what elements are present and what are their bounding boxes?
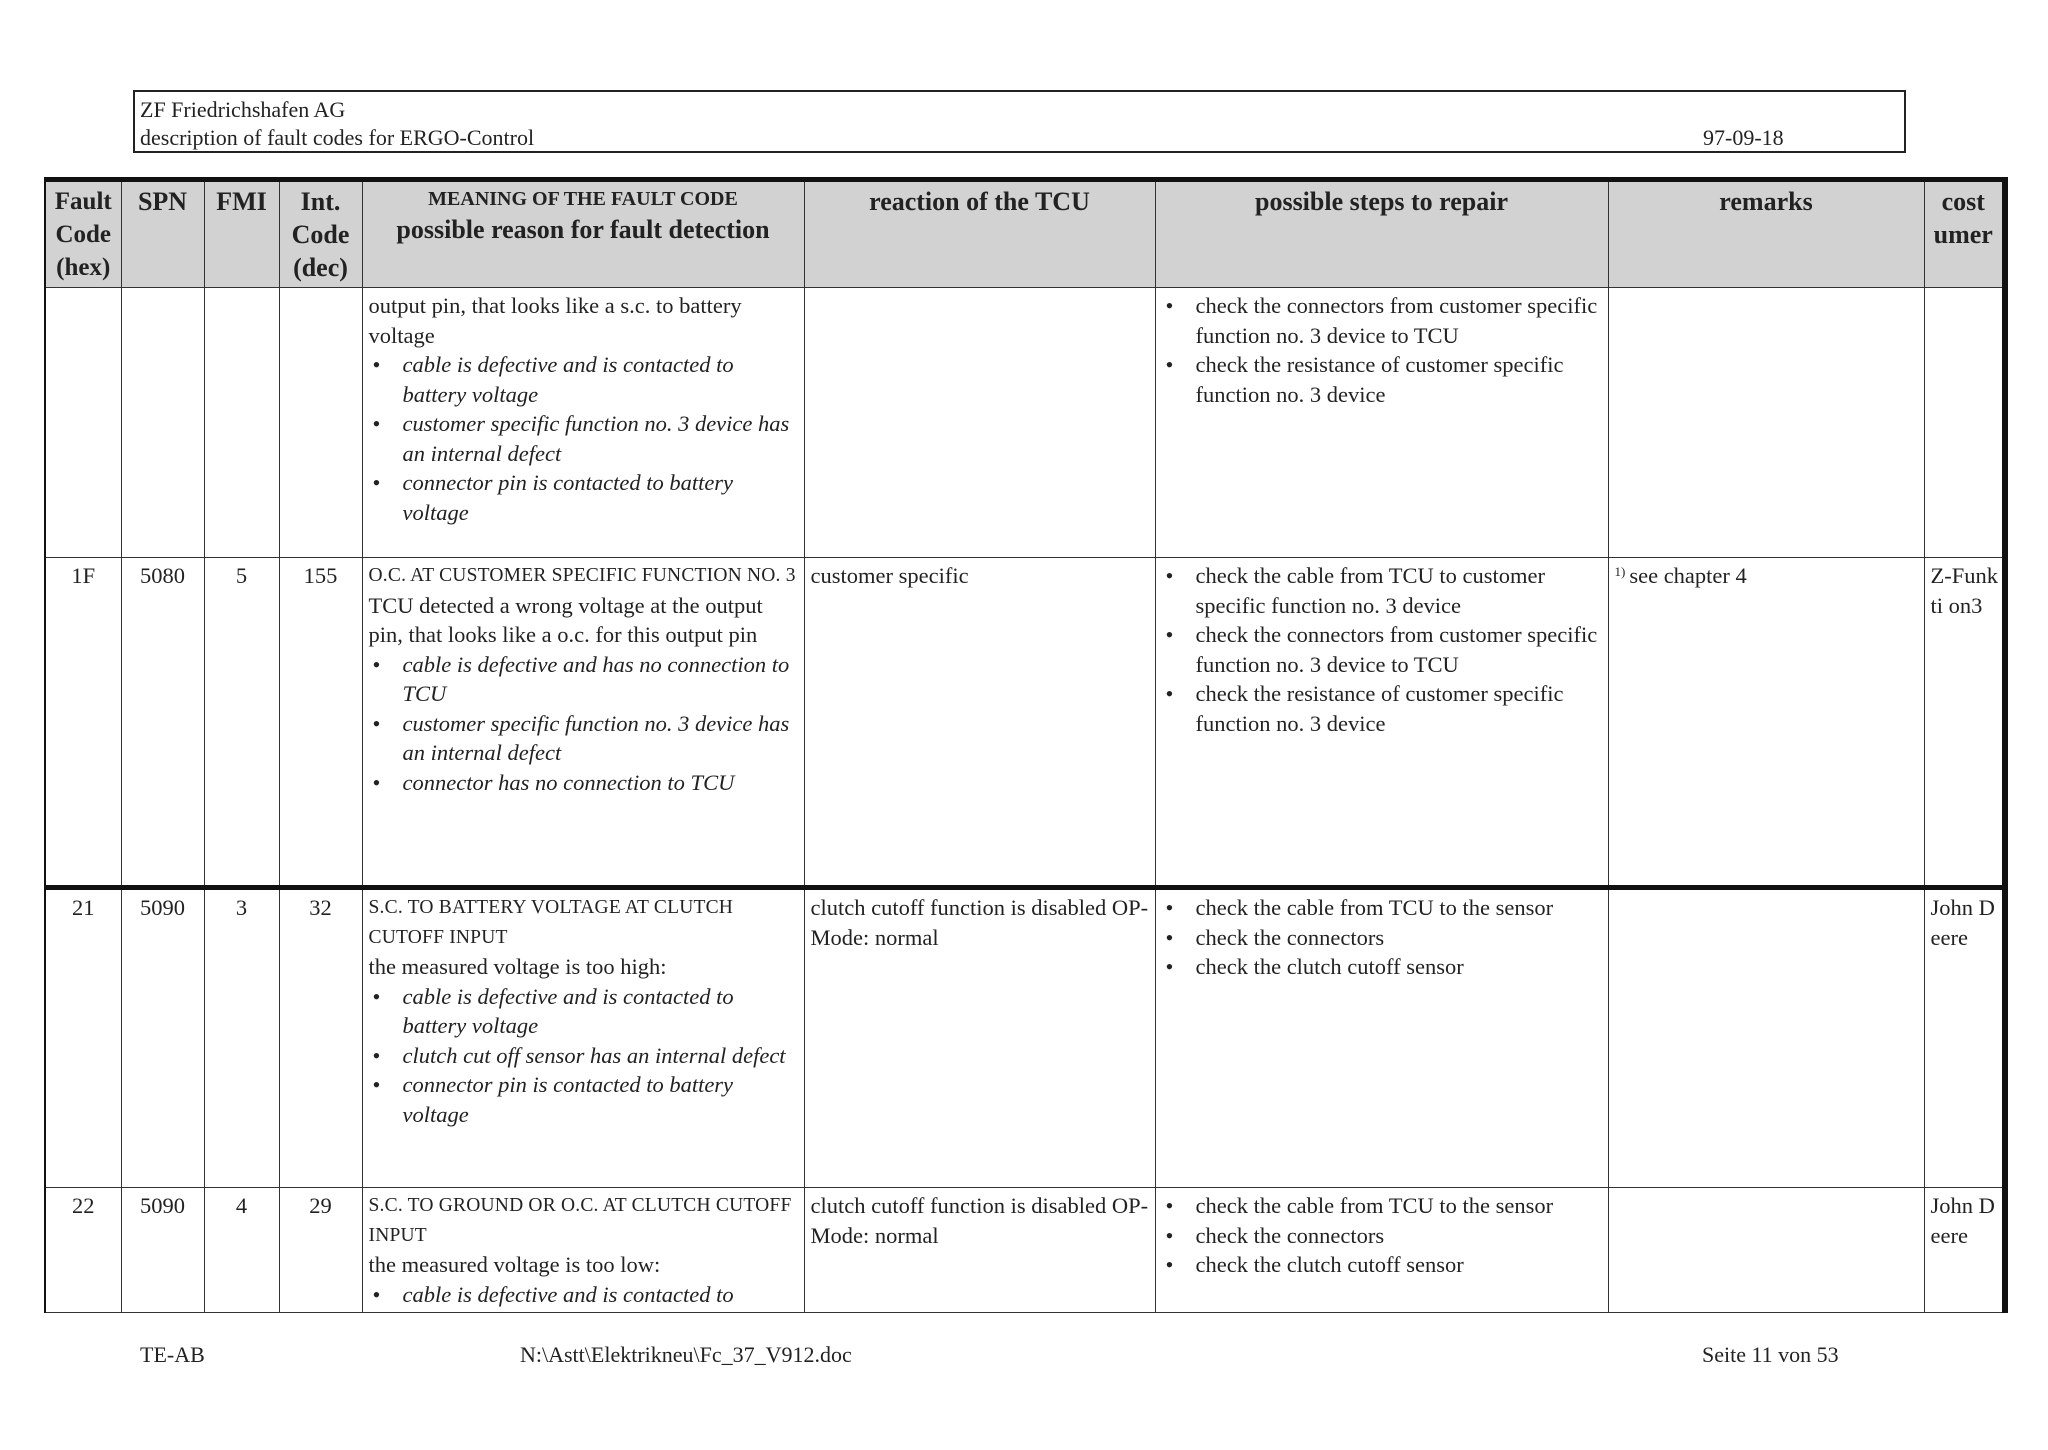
int-code-cell	[279, 288, 362, 558]
remarks-cell	[1608, 558, 1924, 888]
fault-code-cell: 1F	[45, 558, 121, 888]
customer-cell	[1924, 288, 2005, 558]
repair-step-item: • check the cable from TCU to customer specific function no. 3 device	[1196, 561, 1602, 620]
repair-steps-cell	[1155, 888, 1608, 1188]
int-code-cell: 29	[279, 1188, 362, 1313]
reason-list	[369, 982, 798, 1130]
repair-steps-cell	[1155, 288, 1608, 558]
repair-step-item: • check the resistance of customer specific function no. 3 device	[1196, 350, 1602, 409]
col-reaction: reaction of the TCU	[804, 180, 1155, 288]
meaning-cell	[362, 288, 804, 558]
col-remarks: remarks	[1608, 180, 1924, 288]
document-description: description of fault codes for ERGO-Control	[140, 125, 535, 150]
col-meaning-title: MEANING OF THE FAULT CODE	[428, 188, 738, 210]
repair-step-item: • check the connectors from customer specific function no. 3 device to TCU	[1196, 620, 1602, 679]
remarks-footnote-marker: 1)	[1614, 564, 1626, 579]
spn-cell: 5090	[121, 1188, 204, 1313]
int-code-cell: 32	[279, 888, 362, 1188]
fmi-cell: 4	[204, 1188, 279, 1313]
reason-list	[369, 350, 798, 527]
reason-item: • connector pin is contacted to battery voltage	[403, 468, 798, 527]
fault-code-cell	[45, 288, 121, 558]
table-row	[45, 888, 2005, 1188]
fault-code-cell: 22	[45, 1188, 121, 1313]
reaction-cell: clutch cutoff function is disabled OP-Mode: normal	[804, 1188, 1155, 1313]
footer-department: TE-AB	[140, 1342, 205, 1367]
reason-item: • clutch cut off sensor has an internal defect	[403, 1041, 798, 1071]
fault-description: the measured voltage is too low:	[368, 1252, 661, 1277]
document-header	[133, 90, 1906, 153]
fmi-cell: 5	[204, 558, 279, 888]
repair-step-list	[1162, 893, 1602, 982]
repair-step-item: • check the cable from TCU to the sensor	[1196, 1191, 1602, 1221]
repair-step-item: • check the cable from TCU to the sensor	[1196, 893, 1602, 923]
repair-step-item: • check the resistance of customer specific function no. 3 device	[1196, 679, 1602, 738]
repair-steps-cell	[1155, 1188, 1608, 1313]
reason-item: • cable is defective and is contacted to battery voltage	[403, 982, 798, 1041]
col-fmi: FMI	[204, 180, 279, 288]
table-row	[45, 558, 2005, 888]
int-code-cell: 155	[279, 558, 362, 888]
reason-list	[369, 650, 798, 798]
document-date: 97-09-18	[1703, 125, 1784, 150]
repair-step-item: • check the connectors from customer specific function no. 3 device to TCU	[1196, 291, 1602, 350]
reason-item: • customer specific function no. 3 device has an internal defect	[403, 709, 798, 768]
fault-title: S.C. TO GROUND OR O.C. AT CLUTCH CUTOFF INPUT	[368, 1195, 792, 1246]
reason-item: • cable is defective and has no connection to TCU	[403, 650, 798, 709]
col-steps: possible steps to repair	[1155, 180, 1608, 288]
col-meaning-subtitle: possible reason for fault detection	[396, 215, 770, 244]
reason-item: • connector has no connection to TCU	[403, 768, 798, 798]
repair-step-list	[1162, 291, 1602, 409]
reason-item: • cable is defective and is contacted to battery voltage	[403, 350, 798, 409]
table-row	[45, 1188, 2005, 1313]
repair-steps-cell	[1155, 558, 1608, 888]
remarks-text: see chapter 4	[1629, 563, 1747, 588]
table-row	[45, 288, 2005, 558]
reason-item: • connector pin is contacted to battery voltage	[403, 1070, 798, 1129]
footer-file-path: N:\Astt\Elektrikneu\Fc_37_V912.doc	[520, 1342, 852, 1367]
repair-step-item: • check the clutch cutoff sensor	[1196, 1250, 1602, 1280]
repair-step-list	[1162, 561, 1602, 738]
col-spn: SPN	[121, 180, 204, 288]
reason-item: • customer specific function no. 3 device has an internal defect	[403, 409, 798, 468]
fault-code-table	[44, 177, 2008, 1313]
fmi-cell: 3	[204, 888, 279, 1188]
spn-cell: 5080	[121, 558, 204, 888]
spn-cell	[121, 288, 204, 558]
reaction-cell	[804, 288, 1155, 558]
meaning-cell	[362, 558, 804, 888]
repair-step-list	[1162, 1191, 1602, 1280]
remarks-cell	[1608, 888, 1924, 1188]
reason-item: • cable is defective and is contacted to	[403, 1280, 798, 1310]
meaning-cell	[362, 888, 804, 1188]
table-header-row	[45, 180, 2005, 288]
repair-step-item: • check the connectors	[1196, 923, 1602, 953]
spn-cell: 5090	[121, 888, 204, 1188]
fault-code-cell: 21	[45, 888, 121, 1188]
col-customer: cost umer	[1924, 180, 2005, 288]
reaction-cell: clutch cutoff function is disabled OP-Mode: normal	[804, 888, 1155, 1188]
fault-description: TCU detected a wrong voltage at the output pin, that looks like a o.c. for this output pin	[368, 592, 763, 647]
fault-title: S.C. TO BATTERY VOLTAGE AT CLUTCH CUTOFF INPUT	[368, 897, 734, 948]
col-int-code: Int. Code (dec)	[279, 180, 362, 288]
company-name: ZF Friedrichshafen AG	[140, 97, 346, 122]
customer-cell: John Deere	[1924, 888, 2005, 1188]
footer-page-number: Seite 11 von 53	[1702, 1342, 1839, 1367]
fault-title: O.C. AT CUSTOMER SPECIFIC FUNCTION NO. 3	[368, 565, 796, 586]
fault-description: the measured voltage is too high:	[368, 954, 667, 979]
fmi-cell	[204, 288, 279, 558]
fault-description: output pin, that looks like a s.c. to battery voltage	[368, 293, 742, 348]
repair-step-item: • check the clutch cutoff sensor	[1196, 952, 1602, 982]
col-meaning	[362, 180, 804, 288]
customer-cell: John Deere	[1924, 1188, 2005, 1313]
reason-list	[369, 1280, 798, 1310]
remarks-cell	[1608, 288, 1924, 558]
customer-cell: Z-Funkti on3	[1924, 558, 2005, 888]
reaction-cell: customer specific	[804, 558, 1155, 888]
remarks-cell	[1608, 1188, 1924, 1313]
repair-step-item: • check the connectors	[1196, 1221, 1602, 1251]
col-fault-code: Fault Code (hex)	[45, 180, 121, 288]
meaning-cell	[362, 1188, 804, 1313]
